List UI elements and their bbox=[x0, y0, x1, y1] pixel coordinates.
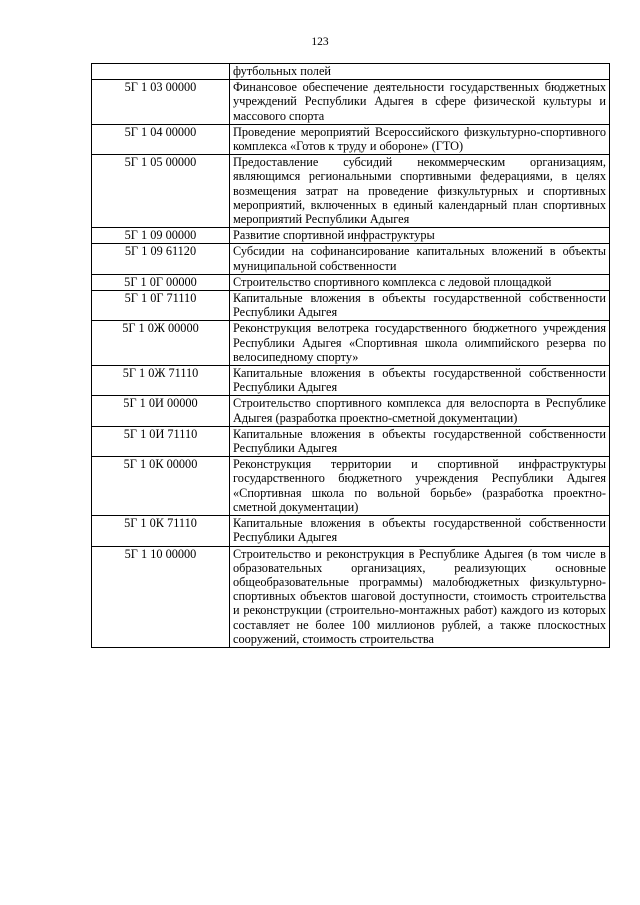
code-cell: 5Г 1 0Г 71110 bbox=[92, 291, 230, 321]
code-cell: 5Г 1 0Г 00000 bbox=[92, 274, 230, 290]
code-cell: 5Г 1 10 00000 bbox=[92, 546, 230, 647]
table-row bbox=[92, 155, 610, 228]
table-row bbox=[92, 64, 610, 80]
table-row bbox=[92, 457, 610, 516]
code-cell: 5Г 1 0К 00000 bbox=[92, 457, 230, 516]
description-cell: Проведение мероприятий Всероссийского физкультурно-спортивного комплекса «Готов к труду и обороне» (ГТО) bbox=[230, 124, 610, 154]
table-row bbox=[92, 228, 610, 244]
description-cell: Финансовое обеспечение деятельности государственных бюджетных учреждений Республики Адыгея в сфере физической культуры и массового спорта bbox=[230, 80, 610, 125]
page-number: 123 bbox=[311, 36, 329, 48]
code-cell: 5Г 1 09 00000 bbox=[92, 228, 230, 244]
description-cell: Реконструкция территории и спортивной инфраструктуры государственного бюджетного учреждения Республики Адыгея «Спортивная школа по вольной борьбе» (разработка проектно-сметной документации) bbox=[230, 457, 610, 516]
table-row bbox=[92, 274, 610, 290]
description-cell: Субсидии на софинансирование капитальных вложений в объекты муниципальной собственности bbox=[230, 244, 610, 274]
code-cell: 5Г 1 05 00000 bbox=[92, 155, 230, 228]
table-row bbox=[92, 546, 610, 647]
description-cell: Реконструкция велотрека государственного бюджетного учреждения Республики Адыгея «Спортивная школа олимпийского резерва по велосипедному спорту» bbox=[230, 321, 610, 366]
code-cell bbox=[92, 64, 230, 80]
code-cell: 5Г 1 03 00000 bbox=[92, 80, 230, 125]
description-cell: Строительство и реконструкция в Республике Адыгея (в том числе в образовательных организациях, реализующих основные общеобразовательные программы) малобюджетных физкультурно-спортивных объектов шаговой доступности, стоимость строительства и реконструкции (строительно-монтажных работ) каждого из которых составляет не более 100 миллионов рублей, а также плоскостных сооружений, стоимость строительства bbox=[230, 546, 610, 647]
description-cell: Капитальные вложения в объекты государственной собственности Республики Адыгея bbox=[230, 291, 610, 321]
table-row bbox=[92, 396, 610, 426]
description-cell: Развитие спортивной инфраструктуры bbox=[230, 228, 610, 244]
table-row bbox=[92, 124, 610, 154]
table-row bbox=[92, 244, 610, 274]
code-cell: 5Г 1 09 61120 bbox=[92, 244, 230, 274]
description-cell: Капитальные вложения в объекты государственной собственности Республики Адыгея bbox=[230, 366, 610, 396]
code-cell: 5Г 1 0И 71110 bbox=[92, 426, 230, 456]
code-cell: 5Г 1 0К 71110 bbox=[92, 516, 230, 546]
code-cell: 5Г 1 0Ж 00000 bbox=[92, 321, 230, 366]
table-row bbox=[92, 366, 610, 396]
code-cell: 5Г 1 04 00000 bbox=[92, 124, 230, 154]
code-cell: 5Г 1 0Ж 71110 bbox=[92, 366, 230, 396]
table-row bbox=[92, 426, 610, 456]
description-cell: Строительство спортивного комплекса для велоспорта в Республике Адыгея (разработка проектно-сметной документации) bbox=[230, 396, 610, 426]
budget-code-table bbox=[91, 63, 610, 648]
description-cell: Строительство спортивного комплекса с ледовой площадкой bbox=[230, 274, 610, 290]
table-row bbox=[92, 80, 610, 125]
description-cell: Предоставление субсидий некоммерческим организациям, являющимся региональными спортивными федерациями, в целях возмещения затрат на проведение физкультурных и спортивных мероприятий, включенных в единый календарный план спортивных мероприятий Республики Адыгея bbox=[230, 155, 610, 228]
table-row bbox=[92, 516, 610, 546]
code-cell: 5Г 1 0И 00000 bbox=[92, 396, 230, 426]
description-cell: Капитальные вложения в объекты государственной собственности Республики Адыгея bbox=[230, 426, 610, 456]
table-row bbox=[92, 291, 610, 321]
description-cell: футбольных полей bbox=[230, 64, 610, 80]
table-row bbox=[92, 321, 610, 366]
description-cell: Капитальные вложения в объекты государственной собственности Республики Адыгея bbox=[230, 516, 610, 546]
